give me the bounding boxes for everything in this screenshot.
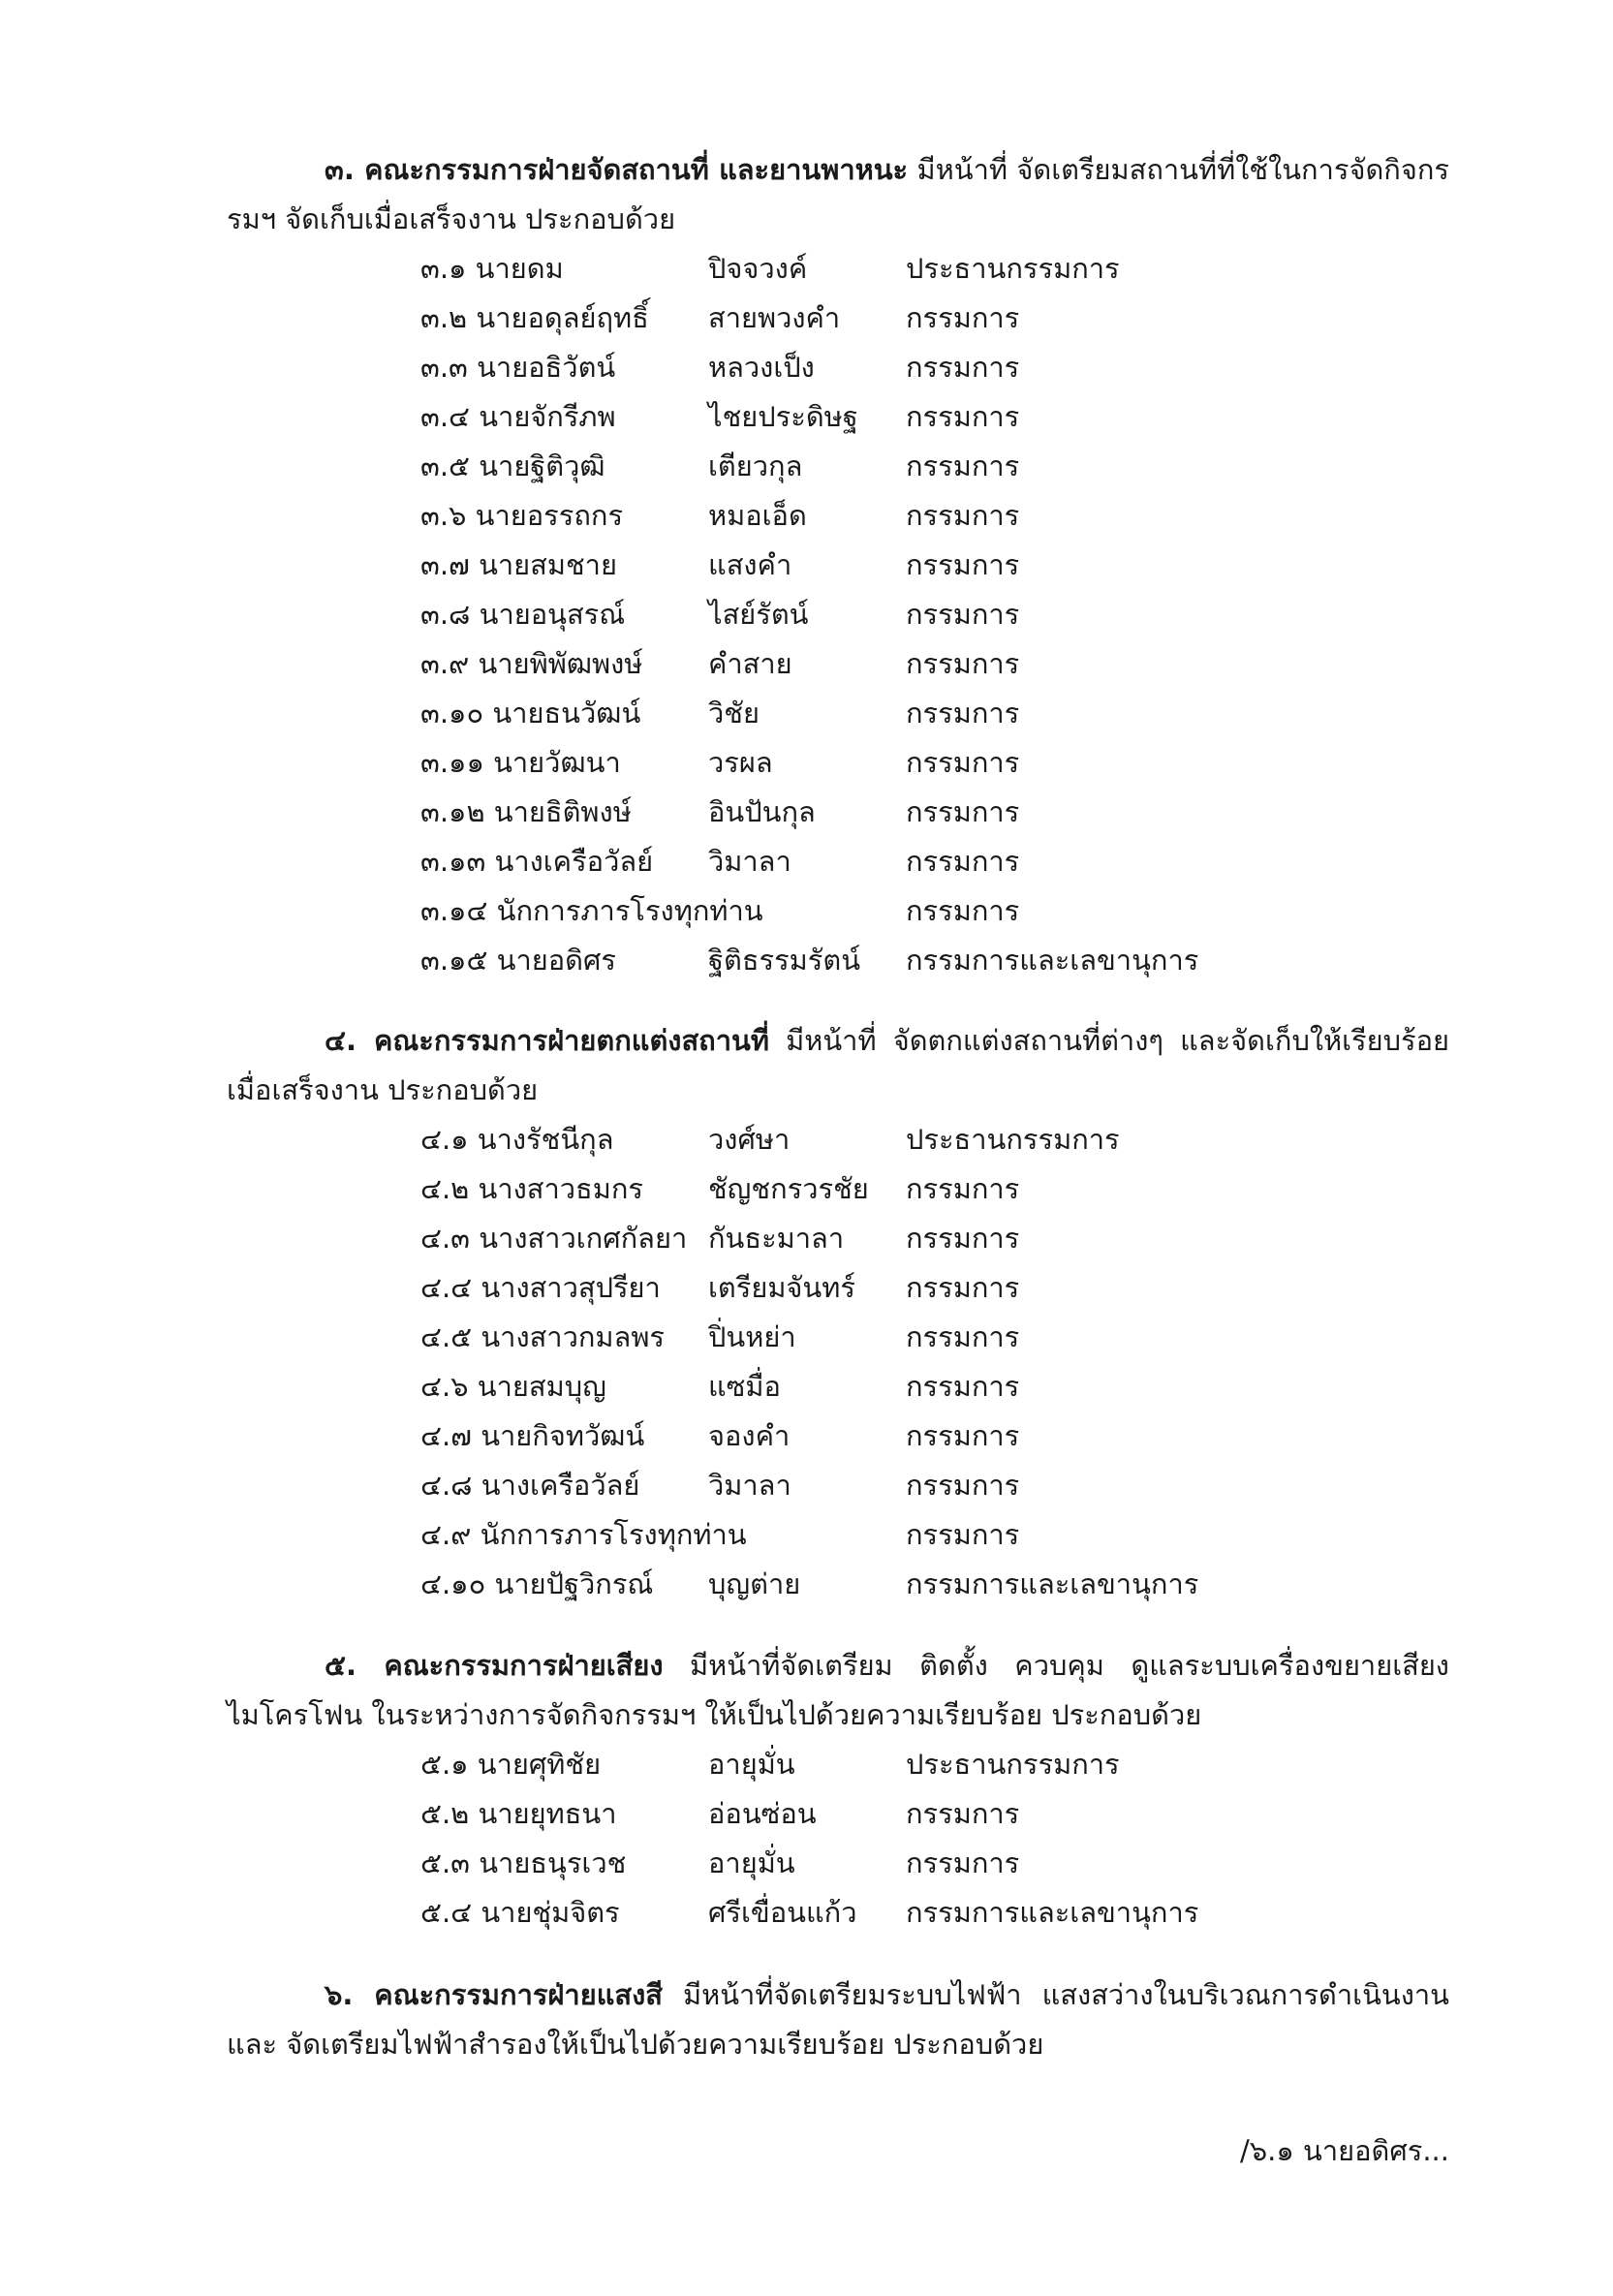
- member-role: กรรมการและเลขานุการ: [906, 1896, 1199, 1929]
- member-surname: สายพวงคำ: [708, 301, 841, 334]
- member-surname: หมอเอ็ด: [708, 499, 807, 532]
- member-surname: เตียวกุล: [708, 450, 803, 482]
- member-list: [420, 1740, 1449, 1938]
- member-role: กรรมการ: [906, 1172, 1020, 1205]
- member-surname: จองคำ: [708, 1419, 791, 1452]
- member-row: [420, 886, 1449, 936]
- member-role: กรรมการ: [906, 746, 1020, 779]
- member-name: ๓.๑๐ นายธนวัฒน์: [420, 697, 641, 729]
- section-4-decoration-committee: [227, 1016, 1449, 1609]
- member-row: [420, 1164, 1449, 1214]
- member-role: กรรมการ: [906, 1222, 1020, 1255]
- member-name: ๓.๖ นายอรรถกร: [420, 499, 624, 532]
- member-surname: แสงคำ: [708, 548, 792, 581]
- member-surname: ชัญชกรวรชัย: [708, 1172, 869, 1205]
- member-role: กรรมการและเลขานุการ: [906, 1567, 1199, 1600]
- member-name: ๓.๗ นายสมชาย: [420, 548, 617, 581]
- member-role: กรรมการ: [906, 894, 1020, 927]
- member-row: [420, 1362, 1449, 1412]
- member-name: ๔.๑ นางรัชนีกุล: [420, 1123, 614, 1156]
- member-row: [420, 689, 1449, 738]
- member-row: [420, 590, 1449, 639]
- section-3-venue-committee: [227, 145, 1449, 985]
- member-role: กรรมการและเลขานุการ: [906, 944, 1199, 977]
- member-name: ๓.๑๑ นายวัฒนา: [420, 746, 621, 779]
- member-row: [420, 442, 1449, 491]
- member-name: ๓.๑๕ นายอดิศร: [420, 944, 616, 977]
- member-name: ๓.๔ นายจักรีภพ: [420, 400, 616, 433]
- member-role: กรรมการ: [906, 697, 1020, 729]
- member-row: [420, 639, 1449, 689]
- member-role: กรรมการ: [906, 1518, 1020, 1551]
- continuation-footer: /๖.๑ นายอดิศร...: [1239, 2134, 1449, 2167]
- member-surname: วิมาลา: [708, 845, 791, 878]
- member-name: ๓.๘ นายอนุสรณ์: [420, 598, 626, 631]
- member-surname: ปิจจวงค์: [708, 252, 808, 285]
- member-surname: เตรียมจันทร์: [708, 1271, 855, 1304]
- member-row: [420, 738, 1449, 788]
- member-name: ๓.๑๓ นางเครือวัลย์: [420, 845, 654, 878]
- member-role: กรรมการ: [906, 1469, 1020, 1502]
- member-role: ประธานกรรมการ: [906, 1123, 1120, 1156]
- member-row: [420, 1560, 1449, 1609]
- member-name: ๔.๑๐ นายปัฐวิกรณ์: [420, 1567, 654, 1600]
- section-heading: ๔. คณะกรรมการฝ่ายตกแต่งสถานที่: [325, 1024, 769, 1057]
- section-5-sound-committee: [227, 1641, 1449, 1938]
- member-row: [420, 1461, 1449, 1510]
- member-row: [420, 541, 1449, 590]
- member-list: [420, 244, 1449, 985]
- member-row: [420, 1839, 1449, 1888]
- member-name: ๕.๓ นายธนุรเวช: [420, 1846, 627, 1879]
- member-row: [420, 936, 1449, 985]
- member-row: [420, 1888, 1449, 1938]
- member-surname: อินปันกุล: [708, 795, 816, 828]
- section-description: มีหน้าที่ จัดเตรียมสถานที่ที่ใช้ในการจัดกิจกรรมฯ จัดเก็บเมื่อเสร็จงาน ประกอบด้วย: [227, 153, 1449, 235]
- member-name: ๔.๔ นางสาวสุปรียา: [420, 1271, 661, 1304]
- member-role: กรรมการ: [906, 1846, 1020, 1879]
- member-role: กรรมการ: [906, 548, 1020, 581]
- section-heading: ๖. คณะกรรมการฝ่ายแสงสี: [325, 1978, 663, 2011]
- member-role: กรรมการ: [906, 598, 1020, 631]
- member-role: ประธานกรรมการ: [906, 1748, 1120, 1781]
- member-surname: อายุมั่น: [708, 1846, 795, 1879]
- member-row: [420, 788, 1449, 837]
- member-row: [420, 244, 1449, 294]
- member-name: ๓.๙ นายพิพัฒพงษ์: [420, 647, 643, 680]
- member-surname: วิมาลา: [708, 1469, 791, 1502]
- member-row: [420, 1740, 1449, 1789]
- member-name: ๕.๒ นายยุทธนา: [420, 1797, 617, 1830]
- section-heading: ๕. คณะกรรมการฝ่ายเสียง: [325, 1649, 664, 1682]
- member-surname: ฐิติธรรมรัตน์: [708, 944, 861, 977]
- member-row: [420, 1115, 1449, 1164]
- member-role: กรรมการ: [906, 400, 1020, 433]
- member-name: ๕.๔ นายชุ่มจิตร: [420, 1896, 620, 1929]
- member-surname: แซมื่อ: [708, 1370, 781, 1403]
- member-name: ๔.๙ นักการภารโรงทุกท่าน: [420, 1518, 747, 1551]
- member-role: กรรมการ: [906, 450, 1020, 482]
- member-row: [420, 1412, 1449, 1461]
- member-name: ๓.๑๔ นักการภารโรงทุกท่าน: [420, 894, 763, 927]
- section-paragraph: [227, 1641, 1449, 1740]
- member-role: กรรมการ: [906, 351, 1020, 384]
- member-row: [420, 1510, 1449, 1560]
- member-row: [420, 491, 1449, 541]
- section-6-lighting-committee: [227, 1970, 1449, 2069]
- member-row: [420, 294, 1449, 343]
- section-description: มีหน้าที่จัดเตรียม ติดตั้ง ควบคุม ดูแลระบบเครื่องขยายเสียง ไมโครโฟน ในระหว่างการจัดกิจกรรมฯ ให้เป็นไปด้วยความเรียบร้อย ประกอบด้วย: [227, 1649, 1449, 1731]
- member-name: ๔.๗ นายกิจทวัฒน์: [420, 1419, 645, 1452]
- member-name: ๔.๖ นายสมบุญ: [420, 1370, 606, 1403]
- member-name: ๓.๑๒ นายธิติพงษ์: [420, 795, 632, 828]
- section-paragraph: [227, 1970, 1449, 2069]
- member-role: กรรมการ: [906, 795, 1020, 828]
- section-paragraph: [227, 1016, 1449, 1115]
- section-paragraph: [227, 145, 1449, 244]
- member-row: [420, 1313, 1449, 1362]
- member-name: ๔.๕ นางสาวกมลพร: [420, 1320, 666, 1353]
- member-row: [420, 343, 1449, 392]
- member-name: ๓.๒ นายอดุลย์ฤทธิ์: [420, 301, 649, 334]
- member-role: กรรมการ: [906, 301, 1020, 334]
- member-name: ๔.๒ นางสาวธมกร: [420, 1172, 643, 1205]
- member-row: [420, 1789, 1449, 1839]
- member-role: กรรมการ: [906, 647, 1020, 680]
- member-row: [420, 837, 1449, 886]
- member-role: กรรมการ: [906, 1370, 1020, 1403]
- member-role: กรรมการ: [906, 499, 1020, 532]
- member-name: ๕.๑ นายศุทิชัย: [420, 1748, 602, 1781]
- member-row: [420, 1214, 1449, 1263]
- member-role: ประธานกรรมการ: [906, 252, 1120, 285]
- member-surname: วรผล: [708, 746, 773, 779]
- member-role: กรรมการ: [906, 1419, 1020, 1452]
- member-name: ๓.๑ นายดม: [420, 252, 564, 285]
- member-role: กรรมการ: [906, 845, 1020, 878]
- member-surname: ปิ่นหย่า: [708, 1320, 796, 1353]
- member-surname: คำสาย: [708, 647, 792, 680]
- member-role: กรรมการ: [906, 1797, 1020, 1830]
- member-surname: ไสย์รัตน์: [708, 598, 809, 631]
- member-surname: ไชยประดิษฐ: [708, 400, 858, 433]
- member-row: [420, 1263, 1449, 1313]
- member-role: กรรมการ: [906, 1320, 1020, 1353]
- member-surname: กันธะมาลา: [708, 1222, 845, 1255]
- section-description: มีหน้าที่ จัดตกแต่งสถานที่ต่างๆ และจัดเก็บให้เรียบร้อย เมื่อเสร็จงาน ประกอบด้วย: [227, 1024, 1449, 1106]
- member-surname: บุญต่าย: [708, 1567, 801, 1600]
- member-name: ๔.๓ นางสาวเกศกัลยา: [420, 1222, 688, 1255]
- member-surname: อายุมั่น: [708, 1748, 795, 1781]
- member-surname: ศรีเขื่อนแก้ว: [708, 1896, 857, 1929]
- member-surname: หลวงเป็ง: [708, 351, 815, 384]
- section-description: มีหน้าที่จัดเตรียมระบบไฟฟ้า แสงสว่างในบริเวณการดำเนินงานและ จัดเตรียมไฟฟ้าสำรองให้เป็นไปด้วยความเรียบร้อย ประกอบด้วย: [227, 1978, 1450, 2061]
- member-surname: วิชัย: [708, 697, 760, 729]
- member-surname: วงศ์ษา: [708, 1123, 791, 1156]
- member-name: ๔.๘ นางเครือวัลย์: [420, 1469, 640, 1502]
- member-name: ๓.๓ นายอธิวัตน์: [420, 351, 616, 384]
- member-surname: อ่อนซ่อน: [708, 1797, 817, 1830]
- member-list: [420, 1115, 1449, 1609]
- member-name: ๓.๕ นายฐิติวุฒิ: [420, 450, 605, 482]
- section-heading: ๓. คณะกรรมการฝ่ายจัดสถานที่ และยานพาหนะ: [325, 153, 909, 186]
- member-role: กรรมการ: [906, 1271, 1020, 1304]
- member-row: [420, 392, 1449, 442]
